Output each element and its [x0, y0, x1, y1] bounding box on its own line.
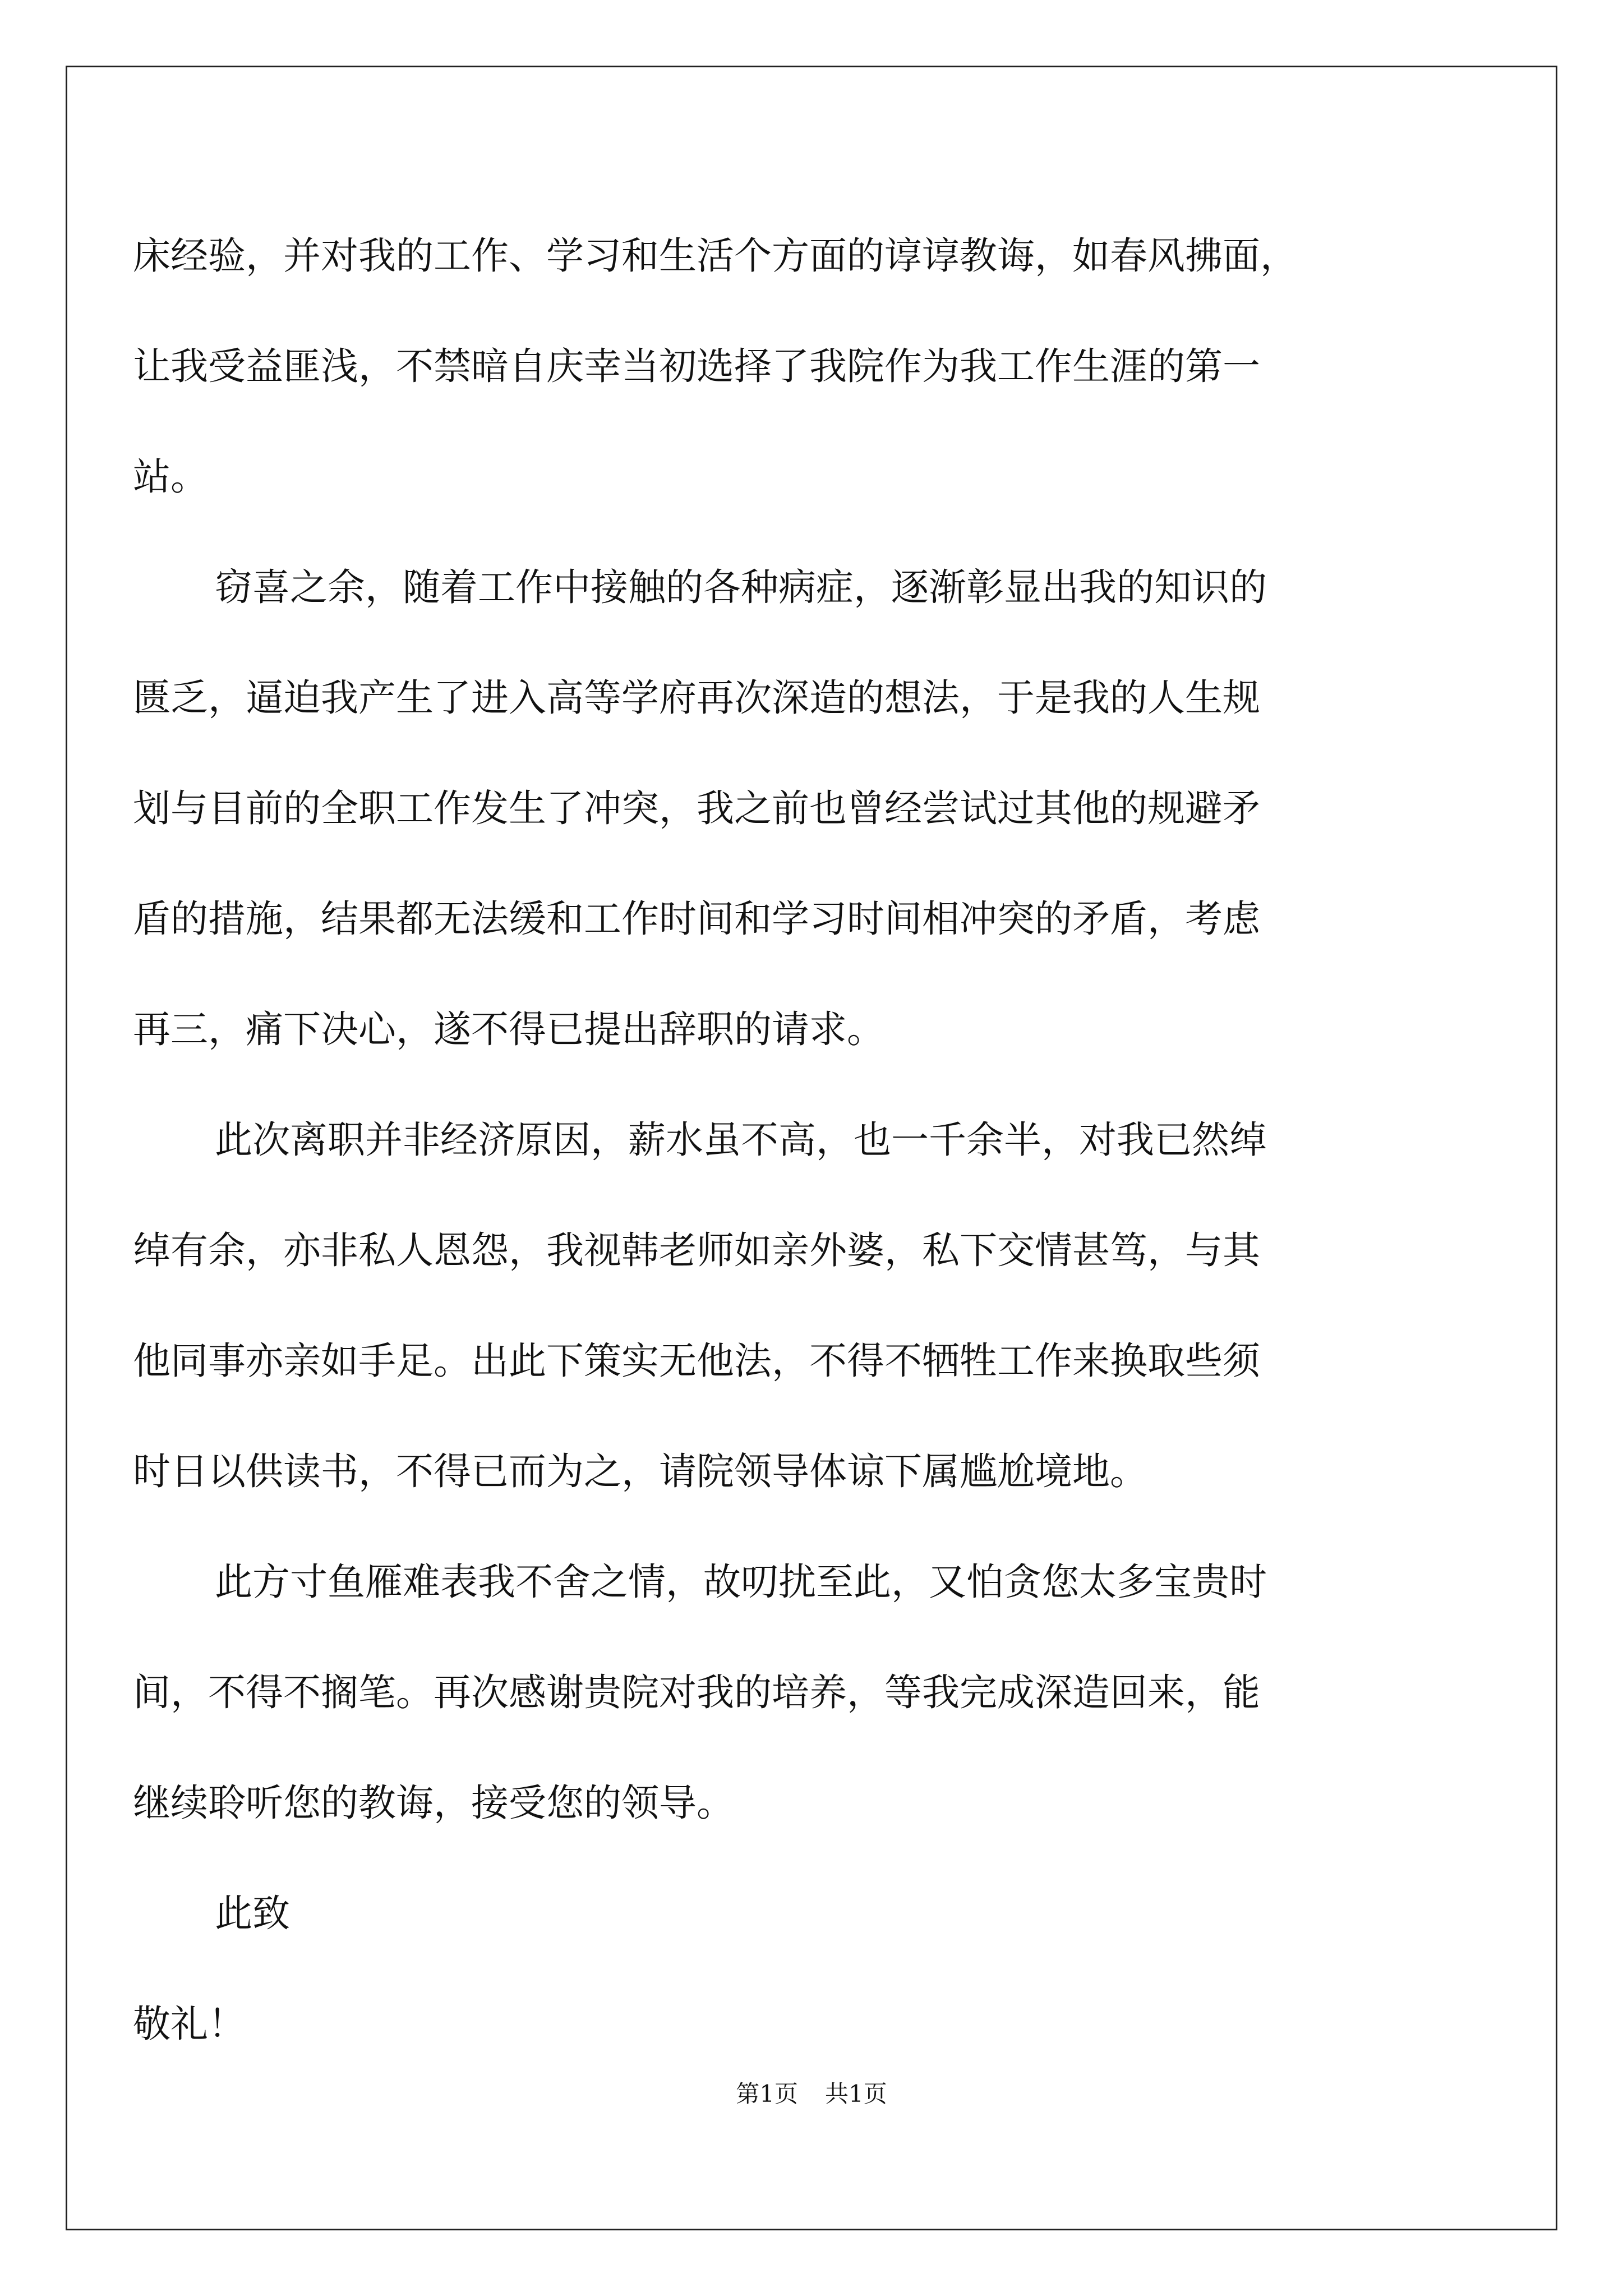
- text-line: 间，不得不搁笔。再次感谢贵院对我的培养，等我完成深造回来，能: [133, 1671, 1260, 1714]
- page-footer: [0, 2076, 1623, 2109]
- text-line: 此次离职并非经济原因，薪水虽不高，也一千余半，对我已然绰: [215, 1118, 1267, 1162]
- text-line: 划与目前的全职工作发生了冲突，我之前也曾经尝试过其他的规避矛: [133, 786, 1260, 830]
- text-line: 时日以供读书，不得已而为之，请院领导体谅下属尴尬境地。: [133, 1450, 1147, 1493]
- page-number-total: 共1页: [825, 2080, 887, 2108]
- text-line: 盾的措施，结果都无法缓和工作时间和学习时间相冲突的矛盾，考虑: [133, 897, 1260, 941]
- text-line: 此方寸鱼雁难表我不舍之情，故叨扰至此，又怕贪您太多宝贵时: [215, 1560, 1267, 1604]
- text-line: 绰有余，亦非私人恩怨，我视韩老师如亲外婆，私下交情甚笃，与其: [133, 1228, 1260, 1272]
- text-line: 窃喜之余，随着工作中接触的各种病症，逐渐彰显出我的知识的: [215, 565, 1267, 609]
- closing-salutation: 此致: [215, 1892, 290, 1935]
- text-line: 再三，痛下决心，遂不得已提出辞职的请求。: [133, 1007, 884, 1051]
- text-line: 他同事亦亲如手足。出此下策实无他法，不得不牺牲工作来换取些须: [133, 1339, 1260, 1383]
- closing-regards: 敬礼！: [133, 2002, 246, 2046]
- text-line: 站。: [133, 455, 208, 499]
- text-line: 床经验，并对我的工作、学习和生活个方面的谆谆教诲，如春风拂面，: [133, 234, 1298, 278]
- text-line: 继续聆听您的教诲，接受您的领导。: [133, 1781, 734, 1825]
- text-line: 让我受益匪浅，不禁暗自庆幸当初选择了我院作为我工作生涯的第一: [133, 344, 1260, 388]
- text-line: 匮乏，逼迫我产生了进入高等学府再次深造的想法，于是我的人生规: [133, 676, 1260, 720]
- page-number-current: 第1页: [736, 2080, 798, 2108]
- letter-body: [133, 201, 1440, 2079]
